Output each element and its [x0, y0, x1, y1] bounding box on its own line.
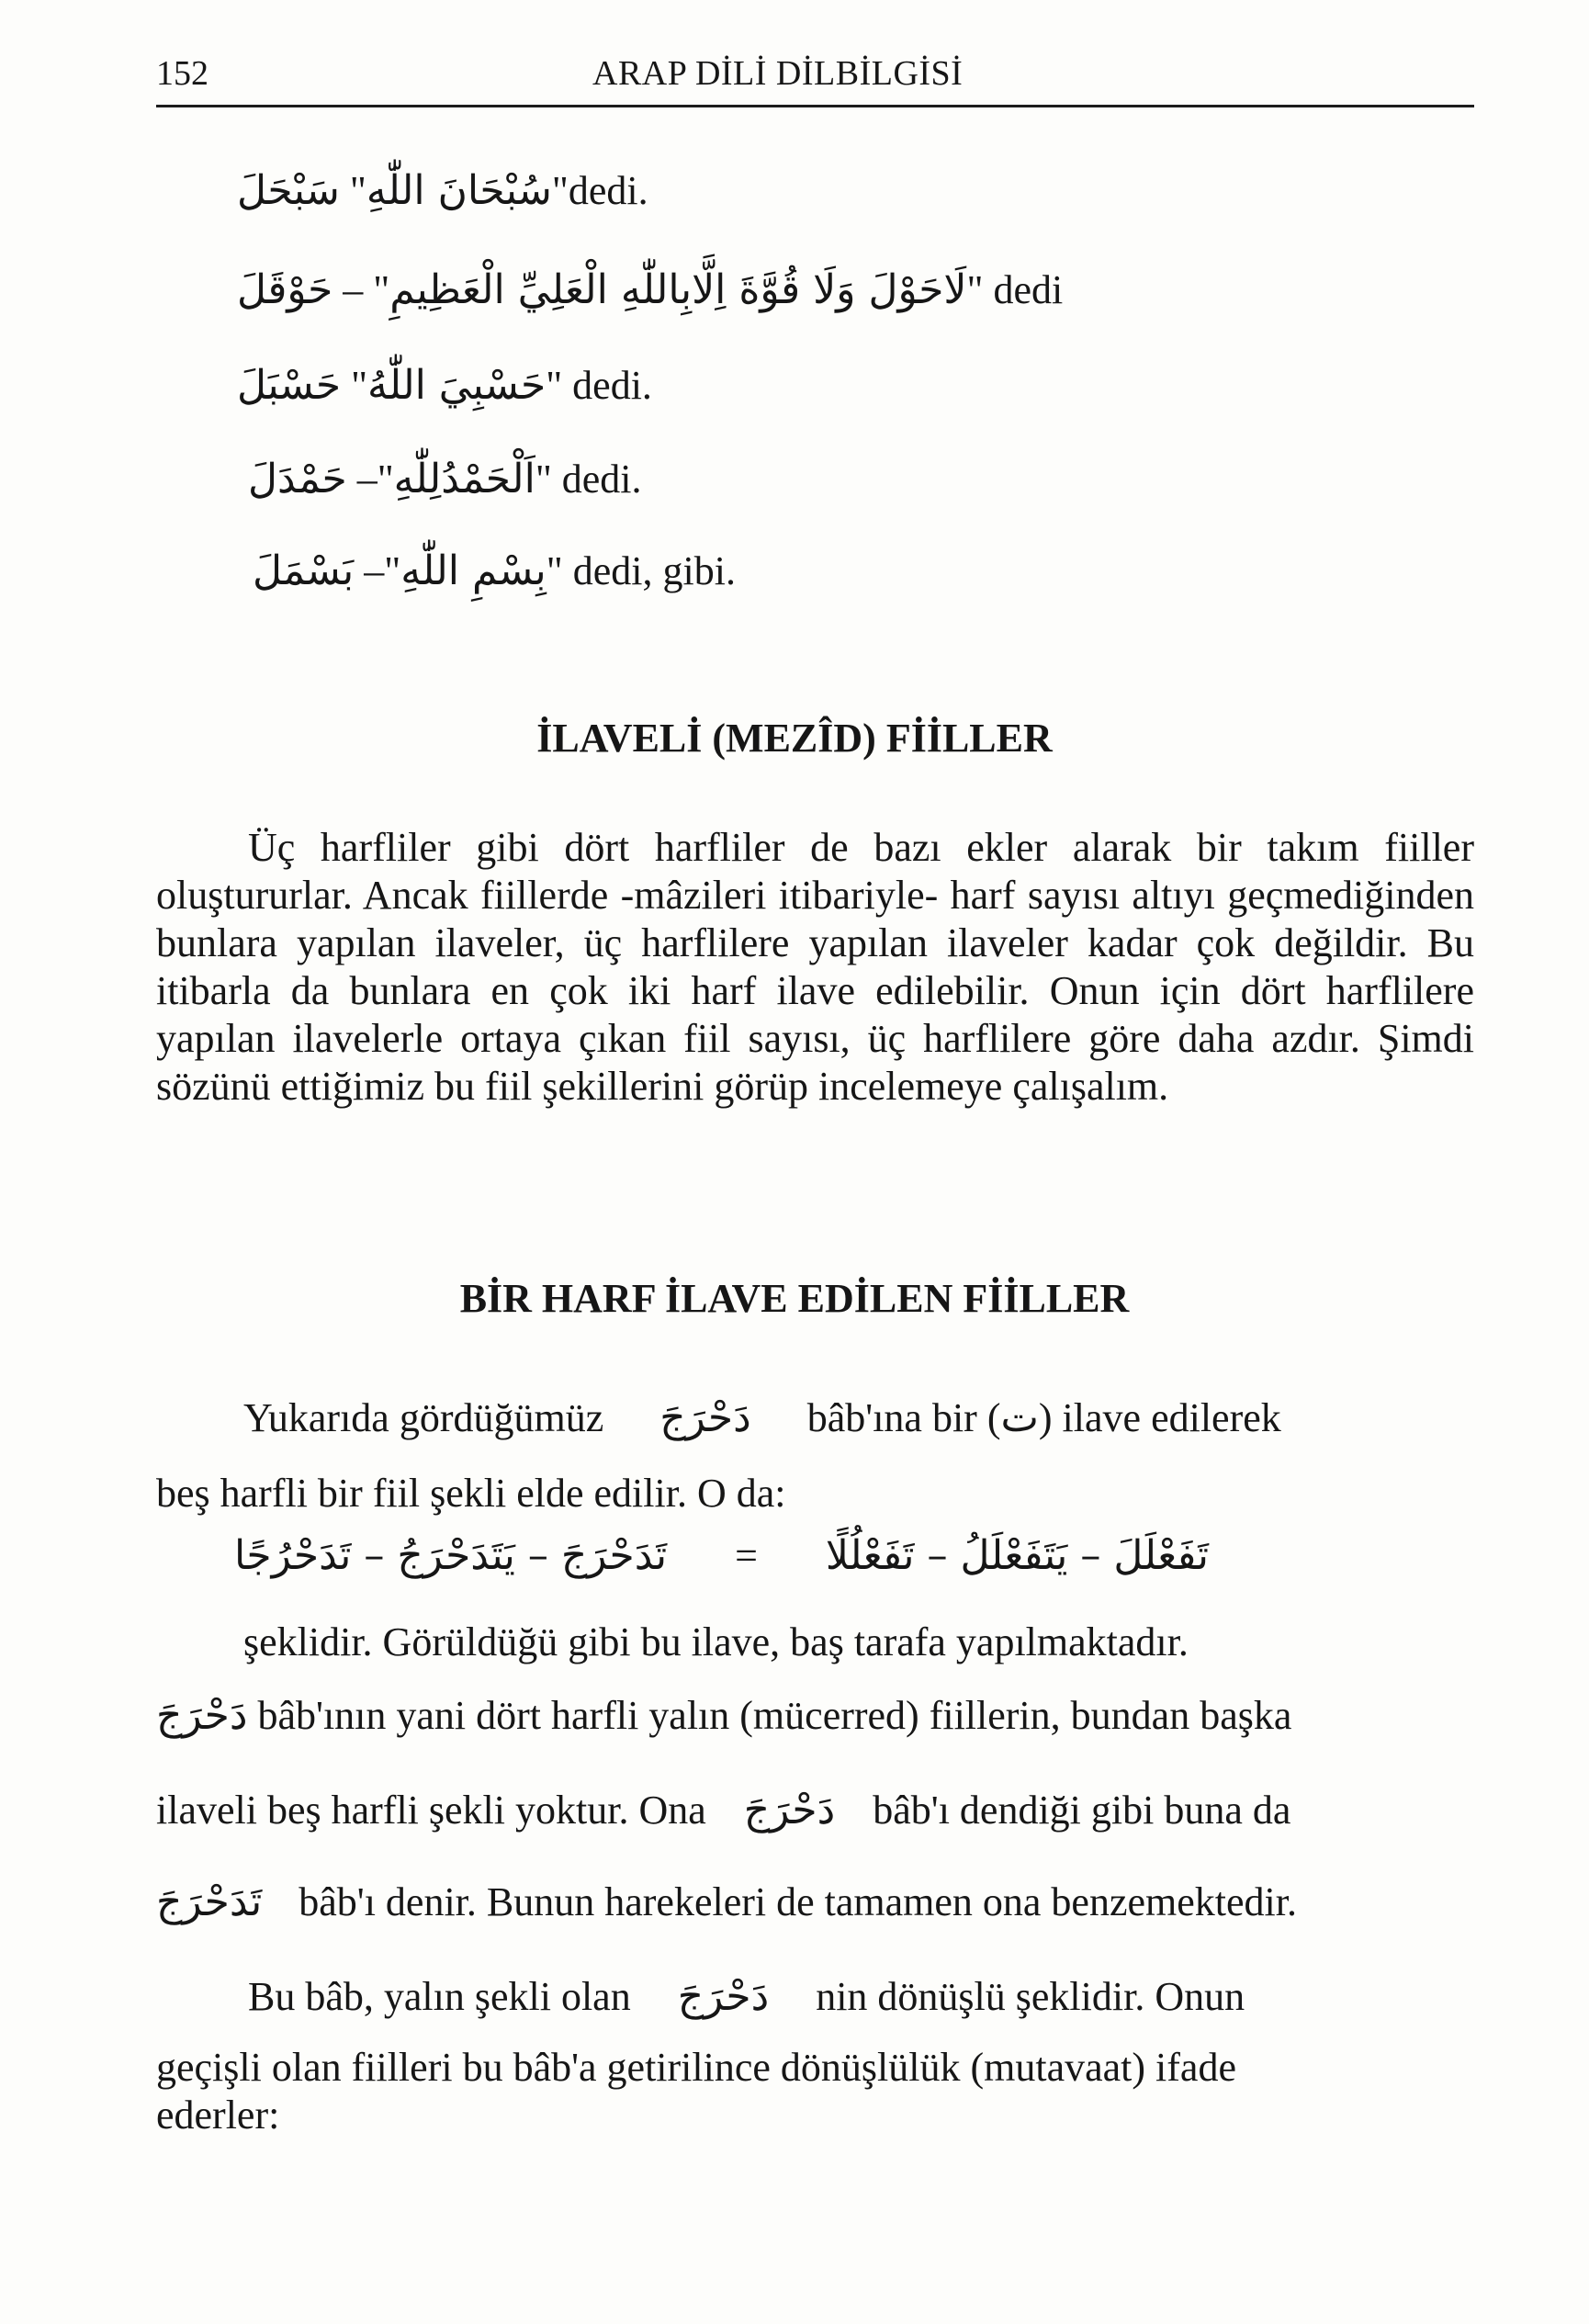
quote-suffix: " dedi.: [546, 363, 652, 408]
section-heading-mezid: İLAVELİ (MEZÎD) FİİLLER: [536, 716, 1053, 761]
body-line-1: Yukarıda gördüğümüz دَحْرَجَ bâb'ına bir (ت) ilave edilerek: [243, 1394, 1281, 1441]
arabic-phrase: سُبْحَانَ اللّٰهِ: [366, 167, 552, 214]
arabic-verb: حَمْدَلَ: [248, 456, 347, 502]
body-line-8: geçişli olan fiilleri bu bâb'a getirilince dönüşlülük (mutavaat) ifade: [156, 2045, 1236, 2090]
arabic-word: دَحْرَجَ: [677, 1973, 770, 2020]
body-line-7: Bu bâb, yalın şekli olan دَحْرَجَ nin dönüşlü şeklidir. Onun: [248, 1973, 1245, 2020]
arabic-phrase: اَلْحَمْدُلِلّٰهِ: [393, 456, 535, 502]
body-line-4: دَحْرَجَ bâb'ının yani dört harfli yalın (mücerred) fiillerin, bundan başka: [156, 1692, 1292, 1739]
running-title: ARAP DİLİ DİLBİLGİSİ: [592, 54, 964, 93]
arabic-verb: حَوْقَلَ: [237, 266, 333, 313]
page-number: 152: [156, 54, 208, 93]
arabic-word: دَحْرَجَ: [659, 1394, 751, 1441]
header-rule: [156, 105, 1474, 107]
arabic-verb: سَبْحَلَ: [237, 167, 340, 214]
arabic-verb: بَسْمَلَ: [253, 547, 355, 594]
arabic-phrase: بِسْمِ اللّٰهِ: [400, 547, 547, 594]
arabic-word: دَحْرَجَ: [743, 1787, 836, 1833]
quote-suffix: " dedi: [966, 267, 1064, 312]
formula-right: تَفَعْلَلَ – يَتَفَعْلَلُ – تَفَعْلُلًا: [825, 1532, 1209, 1579]
arabic-letter: ت: [1000, 1394, 1039, 1441]
body-line-5: ilaveli beş harfli şekli yoktur. Ona دَحْرَجَ bâb'ı dendiği gibi buna da: [156, 1787, 1291, 1833]
arabic-phrase: لَاحَوْلَ وَلَا قُوَّةَ اِلَّابِاللّٰهِ الْعَلِيِّ الْعَظِيمِ: [389, 266, 967, 313]
quote-line-2: حَوْقَلَ – "لَاحَوْلَ وَلَا قُوَّةَ اِلَّابِاللّٰهِ الْعَلِيِّ الْعَظِيمِ" dedi: [237, 266, 1064, 313]
body-line-3: şeklidir. Görüldüğü gibi bu ilave, baş tarafa yapılmaktadır.: [243, 1619, 1189, 1664]
arabic-word: دَحْرَجَ: [156, 1692, 248, 1739]
arabic-word: تَدَحْرَجَ: [156, 1878, 263, 1925]
quote-suffix: "dedi.: [551, 168, 648, 213]
quote-line-5: بَسْمَلَ –"بِسْمِ اللّٰهِ" dedi, gibi.: [253, 547, 736, 594]
quote-suffix: " dedi, gibi.: [546, 548, 736, 593]
body-line-2: beş harfli bir fiil şekli elde edilir. O da:: [156, 1471, 786, 1516]
section-heading-bir-harf: BİR HARF İLAVE EDİLEN FİİLLER: [459, 1276, 1130, 1321]
quote-line-4: حَمْدَلَ –"اَلْحَمْدُلِلّٰهِ" dedi.: [248, 456, 642, 502]
section1-paragraph: Üç harfliler gibi dört harfliler de bazı ekler alarak bir takım fiiller oluştururlar. Ancak fiillerde -mâzileri itibariyle- harf sayısı altıyı geçmediğinden bunlara yapılan ilaveler, üç harflilere yapılan ilaveler kadar çok değildir. Bu itibarla da bunlara en çok iki harf ilave edilebilir. Onun için dört harflilere yapılan ilavelerle ortaya çıkan fiil sayısı, üç harflilere göre daha azdır. Şimdi sözünü ettiğimiz bu fiil şekillerini görüp incelemeye çalışalım.: [156, 825, 1474, 1109]
quote-line-3: حَسْبَلَ "حَسْبِيَ اللّٰهُ" dedi.: [237, 362, 652, 409]
formula-equals: =: [735, 1533, 758, 1578]
body-line-6: تَدَحْرَجَ bâb'ı denir. Bunun harekeleri de tamamen ona benzemektedir.: [156, 1878, 1297, 1925]
quote-suffix: " dedi.: [535, 457, 642, 502]
body-line-9: ederler:: [156, 2093, 280, 2138]
formula: [234, 1532, 1209, 1579]
formula-left: تَدَحْرَجَ – يَتَدَحْرَجُ – تَدَحْرُجًا: [234, 1532, 668, 1579]
arabic-verb: حَسْبَلَ: [237, 362, 342, 409]
quote-line-1: سَبْحَلَ "سُبْحَانَ اللّٰهِ"dedi.: [237, 167, 648, 214]
arabic-phrase: حَسْبِيَ اللّٰهُ: [367, 362, 547, 409]
